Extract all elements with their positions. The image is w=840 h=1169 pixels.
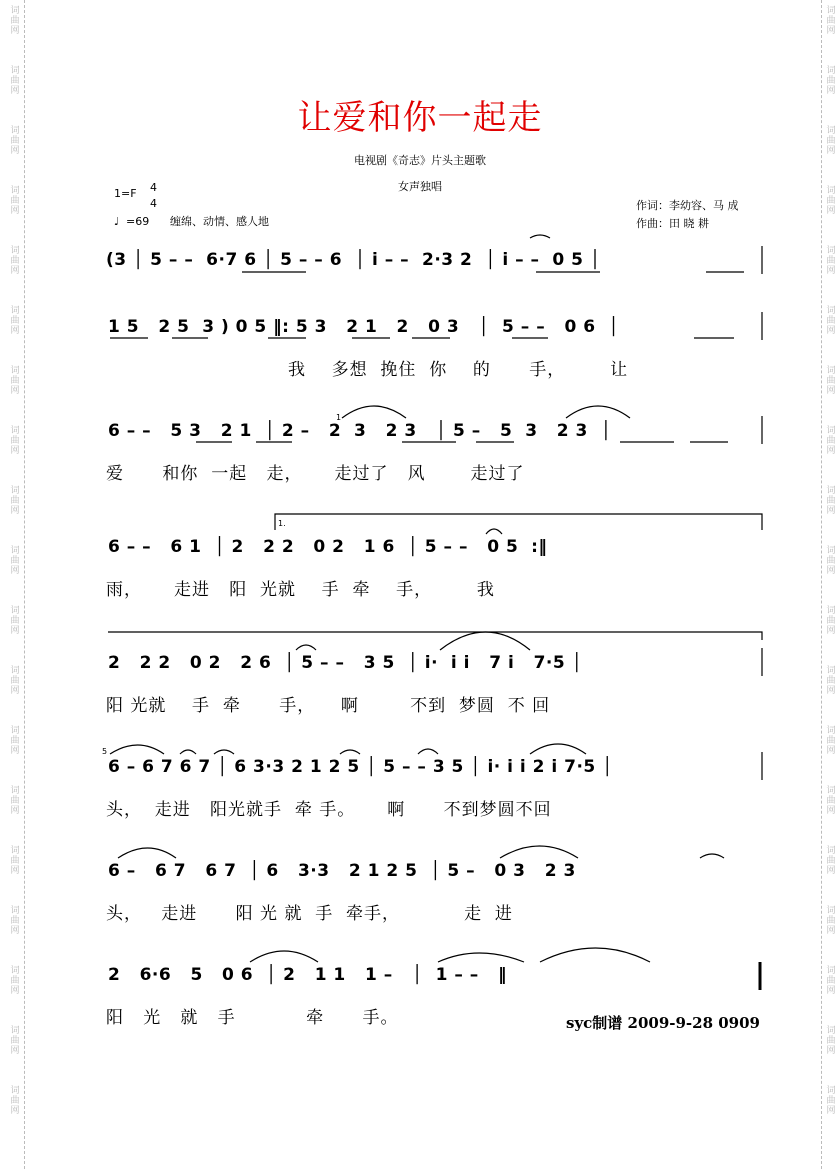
volta-label: 1. [278, 519, 286, 528]
watermark-text: 词 曲 网 [826, 366, 836, 396]
slur [180, 750, 196, 754]
score-line-8: 2 6·6 5 0 6 │ 2 1 1 1 – │ 1 – – ‖ [108, 965, 508, 985]
watermark-text: 词 曲 网 [10, 846, 20, 876]
slur [342, 406, 406, 418]
watermark-text: 词 曲 网 [10, 246, 20, 276]
watermark-text: 词 曲 网 [826, 546, 836, 576]
lyrics-line-4: 雨， 走进 阳 光就 手 牵 手， 我 [106, 580, 495, 600]
tempo: =69 [126, 215, 150, 228]
watermark-text: 词 曲 网 [10, 426, 20, 456]
watermark-text: 词 曲 网 [826, 666, 836, 696]
watermark-text: 词 曲 网 [826, 186, 836, 216]
time-signature-top: 4 [150, 181, 157, 194]
watermark-text: 词 曲 网 [826, 726, 836, 756]
watermark-text: 词 曲 网 [826, 246, 836, 276]
time-signature-bottom: 4 [150, 197, 157, 210]
slur [438, 953, 524, 962]
performer: 女声独唱 [398, 180, 442, 193]
footer-credit: syc制谱 2009-9-28 0909 [566, 1014, 760, 1032]
watermark-text: 词 曲 网 [10, 966, 20, 996]
watermark-text: 词 曲 网 [826, 306, 836, 336]
watermark-text: 词 曲 网 [826, 6, 836, 36]
slur [296, 645, 316, 650]
key-signature: 1=F [114, 187, 137, 200]
watermark-text: 词 曲 网 [826, 126, 836, 156]
slur [214, 750, 234, 754]
watermark-text: 词 曲 网 [10, 906, 20, 936]
score-line-5: 2 2 2 0 2 2 6 │ 5 – – 3 5 │ i· i i 7 i 7·5 │ [108, 653, 583, 673]
slur [486, 529, 502, 534]
watermark-text: 词 曲 网 [826, 426, 836, 456]
quarter-note-icon: ♩ [114, 215, 120, 228]
volta-bracket [275, 514, 762, 530]
slur [440, 632, 530, 650]
watermark-text: 词 曲 网 [826, 66, 836, 96]
watermark-text: 词 曲 网 [10, 366, 20, 396]
score-line-4: 6 – – 6 1 │ 2 2 2 0 2 1 6 │ 5 – – 0 5 :‖ [108, 537, 548, 557]
score-line-1: (3 │ 5 – – 6·7 6 │ 5 – – 6 │ i – – 2·3 2 │ i – – 0 5 │ [106, 250, 601, 270]
song-title: 让爱和你一起走 [297, 98, 543, 138]
watermark-text: 词 曲 网 [10, 486, 20, 516]
subtitle: 电视剧《奇志》片头主题歌 [354, 154, 486, 167]
watermark-text: 词 曲 网 [826, 486, 836, 516]
lyrics-line-5: 阳 光就 手 牵 手， 啊 不到 梦圆 不 回 [106, 696, 551, 716]
expression: 缠绵、动情、感人地 [170, 215, 269, 228]
lyrics-line-6: 头， 走进 阳光就手 牵 手。 啊 不到梦圆不回 [106, 800, 552, 820]
slur [530, 235, 550, 238]
lyrics-line-2: 我 多想 挽住 你 的 手， 让 [288, 360, 629, 380]
slur [250, 951, 318, 962]
slur [418, 749, 438, 754]
watermark-text: 词 曲 网 [10, 546, 20, 576]
watermark-text: 词 曲 网 [10, 66, 20, 96]
watermark-text: 词 曲 网 [826, 786, 836, 816]
lyrics-line-3: 爱 和你 一起 走， 走过了 风 走过了 [106, 464, 525, 484]
watermark-text: 词 曲 网 [10, 126, 20, 156]
lyrics-line-8: 阳 光 就 手 牵 手。 [106, 1008, 399, 1028]
slur [340, 750, 360, 754]
watermark-text: 词 曲 网 [10, 786, 20, 816]
watermark-text: 词 曲 网 [826, 906, 836, 936]
watermark-text: 词 曲 网 [10, 606, 20, 636]
slur [540, 948, 650, 962]
slur [500, 846, 578, 858]
composer: 作曲：田 晓 耕 [636, 217, 709, 230]
grace-note: 1 [336, 413, 342, 422]
lyricist: 作词：李幼容、马 成 [636, 199, 739, 212]
watermark-text: 词 曲 网 [10, 666, 20, 696]
watermark-text: 词 曲 网 [10, 306, 20, 336]
watermark-text: 词 曲 网 [10, 1026, 20, 1056]
watermark-text: 词 曲 网 [826, 606, 836, 636]
watermark-text: 词 曲 网 [10, 726, 20, 756]
watermark-text: 词 曲 网 [826, 1026, 836, 1056]
slur [110, 745, 164, 754]
volta-bracket-2 [108, 632, 762, 640]
score-line-7: 6 – 6 7 6 7 │ 6 3·3 2 1 2 5 │ 5 – 0 3 2 3 [108, 861, 576, 881]
slur [118, 848, 176, 858]
watermark-text: 词 曲 网 [10, 186, 20, 216]
watermark-text: 词 曲 网 [826, 1086, 836, 1116]
score-line-2: 1 5 2 5 3 ) 0 5 ‖: 5 3 2 1 2 0 3 │ 5 – – 0 6 │ [108, 317, 620, 337]
slur [566, 406, 630, 418]
slur [530, 744, 586, 754]
lyrics-line-7: 头， 走进 阳 光 就 手 牵手， 走 进 [106, 904, 513, 924]
watermark-text: 词 曲 网 [10, 6, 20, 36]
watermark-text: 词 曲 网 [826, 966, 836, 996]
slur [700, 854, 724, 858]
score-line-3: 6 – – 5 3 2 1 │ 2 – 2 3 2 3 │ 5 – 5 3 2 3 │ [108, 421, 612, 441]
score-line-6: 6 – 6 7 6 7 │ 6 3·3 2 1 2 5 │ 5 – – 3 5 │ i· i i 2 i 7·5 │ [108, 757, 613, 777]
watermark-text: 词 曲 网 [826, 846, 836, 876]
watermark-text: 词 曲 网 [10, 1086, 20, 1116]
grace-note-2: 5 [102, 747, 108, 756]
